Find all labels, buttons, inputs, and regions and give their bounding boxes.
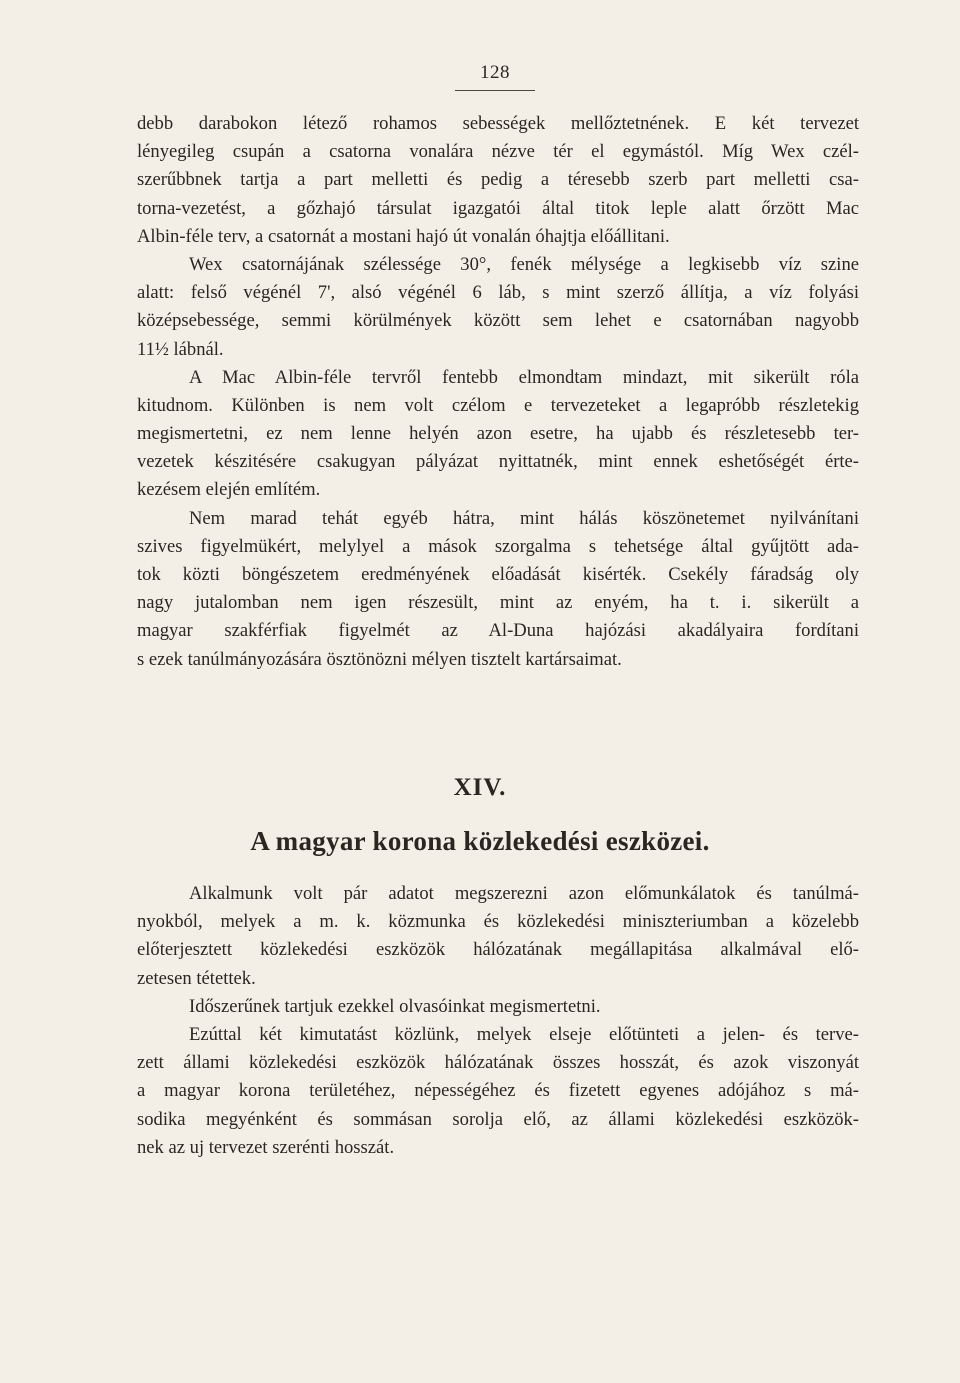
text-line: s ezek tanúlmányozására ösztönözni mélyen tisztelt kartársaimat. [137,648,622,670]
chapter-number: XIV. [453,774,507,801]
text-line: Wex csatornájának szélessége 30°, fenék mélysége a legkisebb víz szine [189,253,859,275]
text-line: megismertetni, ez nem lenne helyén azon esetre, ha ujabb és részletesebb ter- [137,423,859,445]
text-line: nek az uj tervezet szerénti hosszát. [137,1136,395,1158]
text-line: kezésem elején említém. [137,479,321,501]
text-line: Alkalmunk volt pár adatot megszerezni azon előmunkálatok és tanúlmá- [189,883,859,904]
text-line: előterjesztett közlekedési eszközök hálózatának megállapitása alkalmával elő- [137,939,859,961]
text-line: alatt: felső végénél 7', alsó végénél 6 láb, s mint szerző állítja, a víz folyási [137,282,859,304]
text-line: zett állami közlekedési eszközök hálózatának összes hosszát, és azok viszonyát [137,1052,859,1074]
text-line: 11½ lábnál. [137,338,224,360]
text-line: magyar szakférfiak figyelmét az Al-Duna hajózási akadályaira fordítani [137,620,859,642]
chapter-title: A magyar korona közlekedési eszközei. [250,826,710,856]
page-number-rule [455,90,535,91]
text-line: Nem marad tehát egyéb hátra, mint hálás köszönetemet nyilvánítani [189,507,859,529]
text-line: torna-vezetést, a gőzhajó társulat igazgatói által titok leple alatt őrzött Mac [137,197,859,219]
text-line: sodika megyénként és sommásan sorolja elő, az állami közlekedési eszközök- [137,1108,859,1130]
text-line: szives figyelmükért, melylyel a mások szorgalma s tehetsége által gyűjtött ada- [137,535,859,557]
text-line: A Mac Albin-féle tervről fentebb elmondtam mindazt, mit sikerült róla [189,366,859,388]
text-line: debb darabokon létező rohamos sebességek mellőztetnének. E két tervezet [137,113,859,134]
text-line: a magyar korona területéhez, népességéhez és fizetett egyenes adójához s má- [137,1080,859,1102]
text-line: Időszerűnek tartjuk ezekkel olvasóinkat megismertetni. [189,995,601,1017]
text-line: vezetek készitésére csakugyan pályázat nyittatnék, mint ennek eshetőségét érte- [137,451,859,473]
page-number: 128 [480,62,510,83]
text-line: nagy jutalomban nem igen részesült, mint az enyém, ha t. i. sikerült a [137,592,859,614]
text-line: középsebessége, semmi körülmények között sem lehet e csatornában nagyobb [137,310,859,332]
chapter-body [137,880,859,1162]
text-line: Albin-féle terv, a csatornát a mostani hajó út vonalán óhajtja előállitani. [137,225,670,247]
text-line: tok közti böngészetem eredményének előadását kisérték. Csekély fáradság oly [137,564,859,585]
text-line: zetesen tétettek. [137,967,256,989]
text-line: lényegileg csupán a csatorna vonalára nézve tér el egymástól. Míg Wex czél- [137,141,859,163]
text-line: kitudnom. Különben is nem volt czélom e tervezeteket a legapróbb részletekig [137,394,859,416]
text-line: szerűbbnek tartja a part melletti és pedig a téresebb szerb part melletti csa- [137,169,859,191]
closing-section [137,110,859,674]
text-line: nyokból, melyek a m. k. közmunka és közlekedési miniszteriumban a közelebb [137,911,859,933]
text-line: Ezúttal két kimutatást közlünk, melyek elseje előtünteti a jelen- és terve- [189,1023,859,1045]
